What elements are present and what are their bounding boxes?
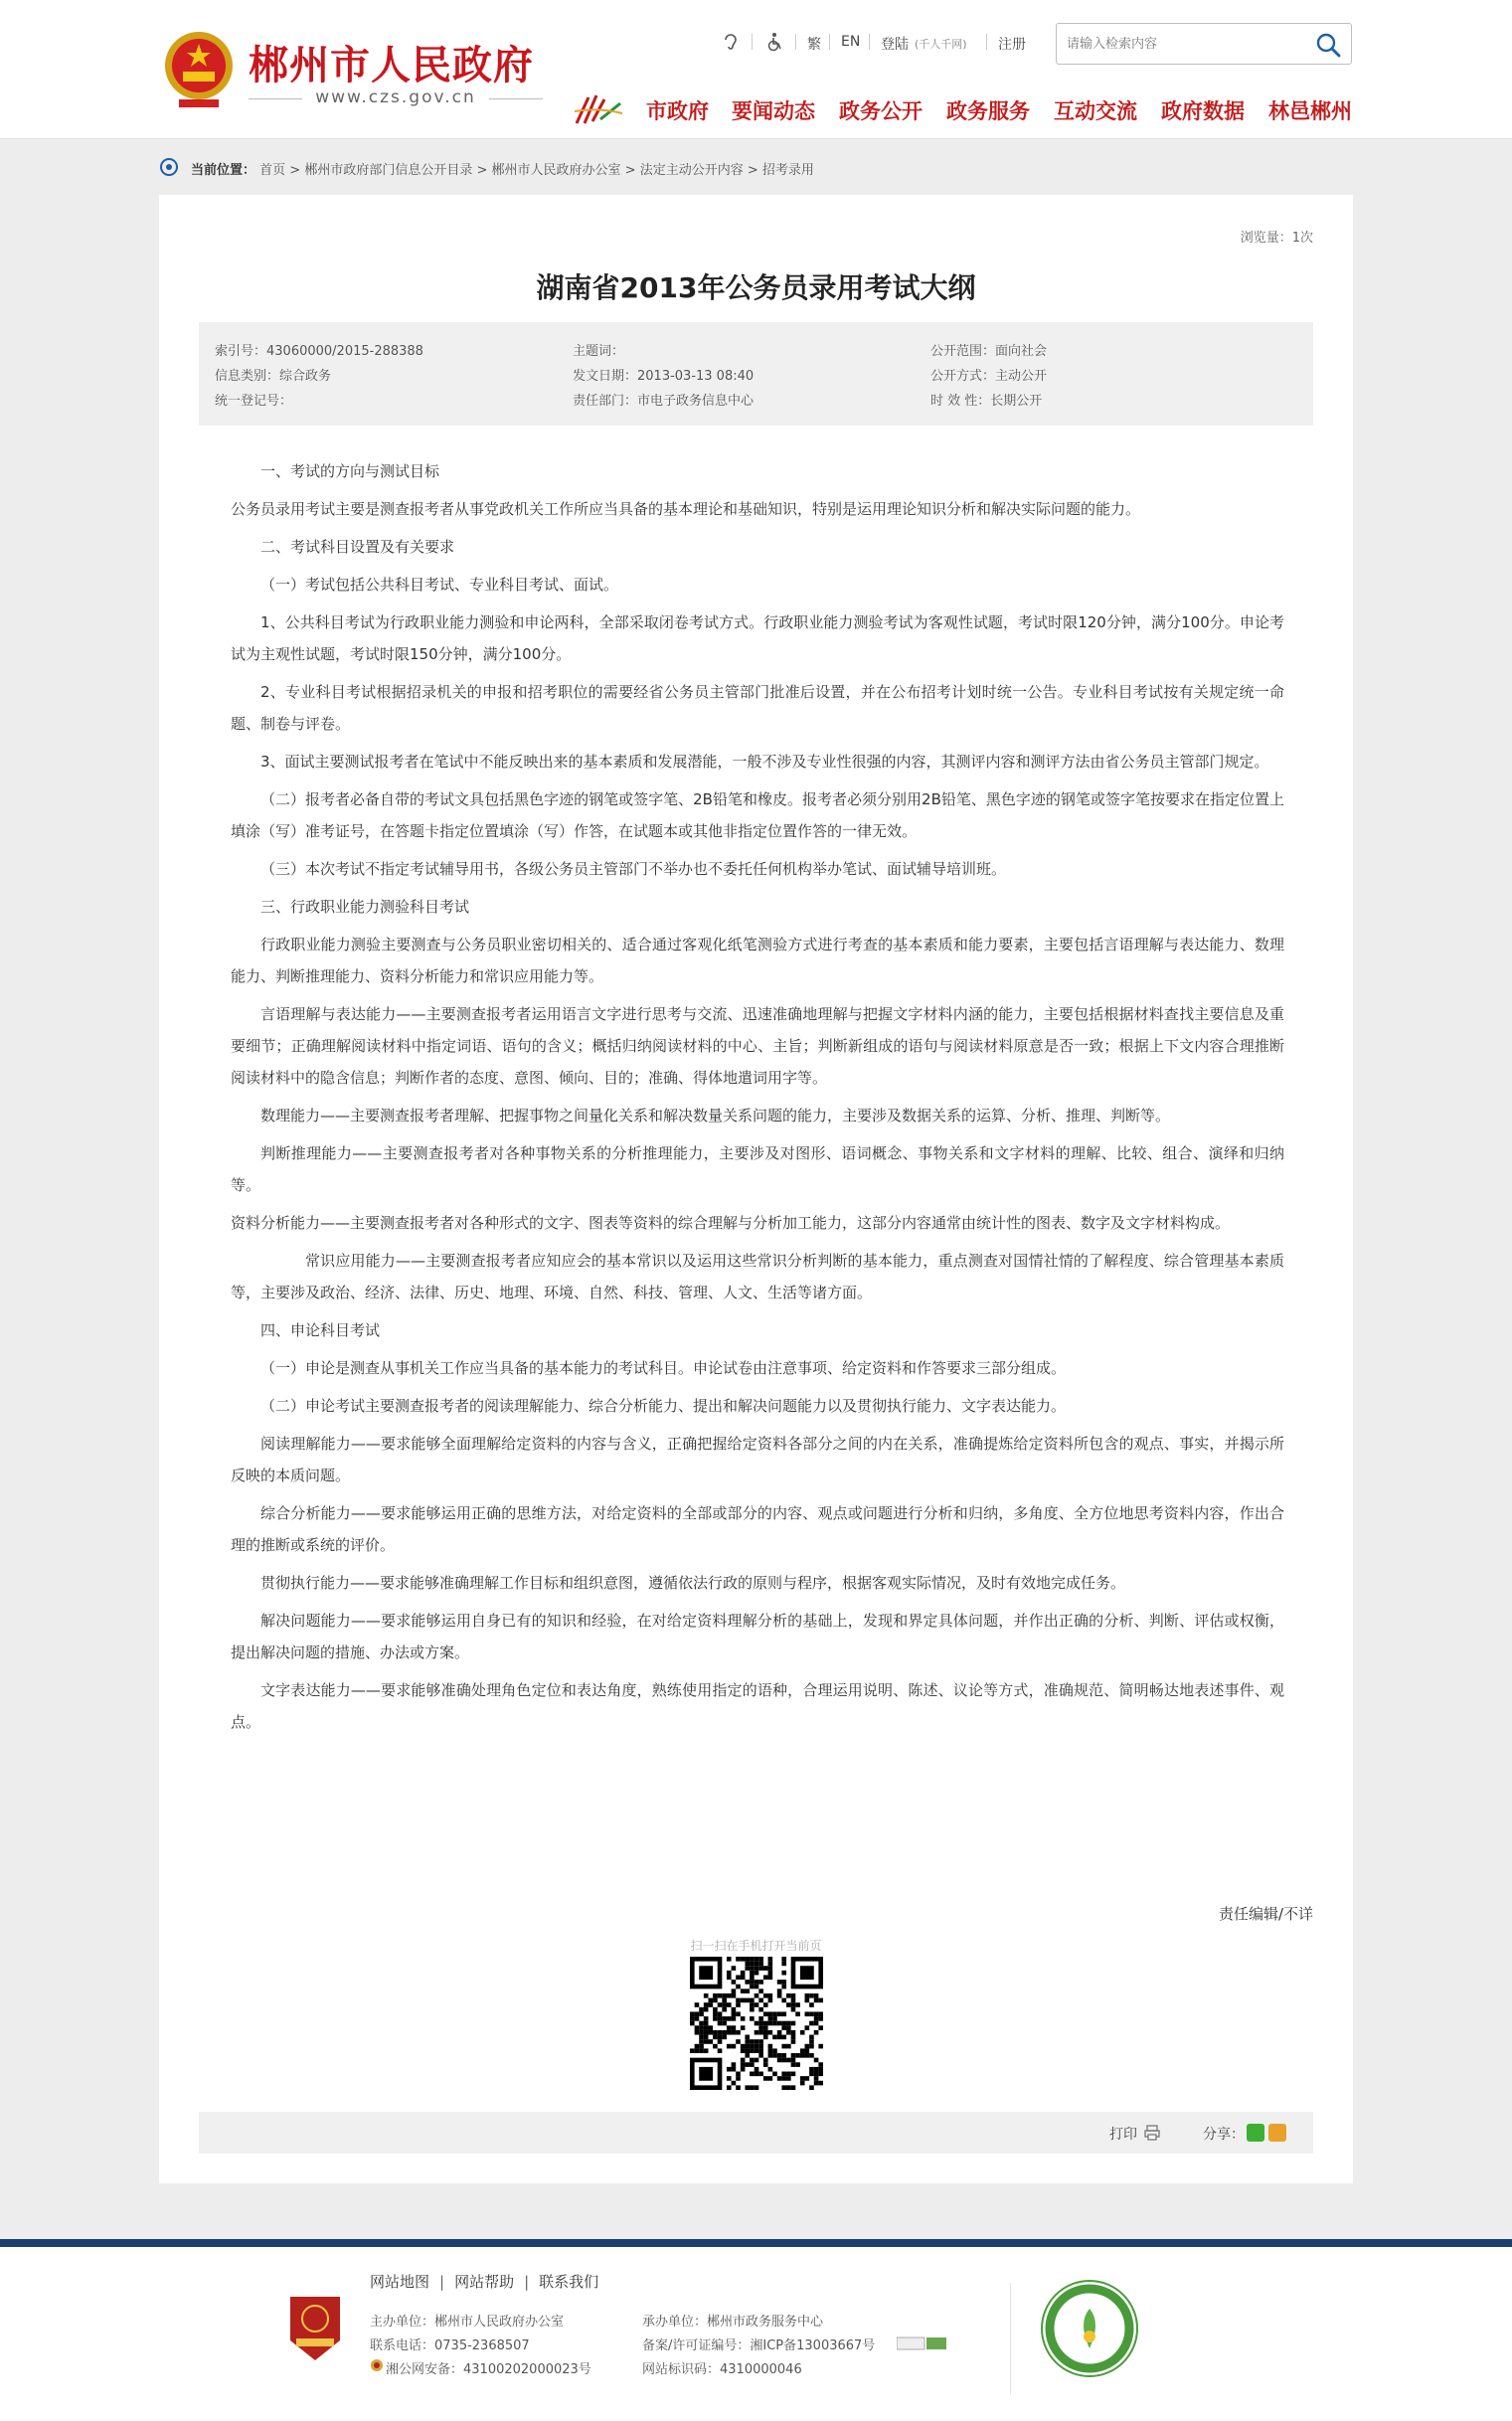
traditional-chinese-link[interactable]: 繁 [807, 37, 821, 53]
english-link[interactable]: EN [841, 34, 861, 50]
national-emblem-icon [161, 26, 237, 111]
share-label: 分享： [1203, 2127, 1245, 2143]
nav-interaction[interactable]: 互动交流 [1054, 99, 1137, 123]
article-paragraph: （二）报考者必备自带的考试文具包括黑色字迹的钢笔或签字笔、2B铅笔和橡皮。报考者必须分别用2B铅笔、黑色字迹的钢笔或签字笔按要求在指定位置上填涂（写）准考证号，在答题卡指定位置填涂（写）作答，在试题本或其他非指定位置作答的一律无效。 [231, 790, 1284, 840]
nav-gov-services[interactable]: 政务服务 [946, 99, 1030, 123]
footer-contact-link[interactable]: 联系我们 [539, 2273, 599, 2291]
breadcrumb-recruitment[interactable]: 招考录用 [761, 163, 814, 178]
article-toolbar [199, 2112, 1313, 2154]
cnzz-badge-icon[interactable] [897, 2336, 946, 2350]
footer-links: 网站地图 | 网站帮助 | 联系我们 [370, 2273, 599, 2291]
search-icon[interactable] [1315, 32, 1341, 58]
police-emblem-icon [370, 2358, 384, 2372]
article-meta-table [199, 322, 1313, 426]
print-button[interactable]: 打印 [1109, 2127, 1137, 2143]
meta-date: 发文日期：2013-03-13 08:40 [573, 369, 755, 384]
article-body [231, 455, 1284, 1744]
footer-bar [0, 2239, 1512, 2247]
site-url: www.czs.gov.cn [249, 87, 543, 107]
nav-linyi-chenzhou[interactable]: 林邑郴州 [1268, 99, 1352, 123]
footer-host: 主办单位：郴州市人民政府办公室 [370, 2315, 565, 2330]
printer-icon[interactable] [1143, 2124, 1161, 2142]
article-paragraph: 1、公共科目考试为行政职业能力测验和申论两科，全部采取闭卷考试方式。行政职业能力测验考试为客观性试题，考试时限120分钟，满分100分。申论考试为主观性试题，考试时限150分钟，满分100分。 [231, 613, 1284, 663]
article-paragraph: 一、考试的方向与测试目标 [260, 462, 440, 480]
article-paragraph: 言语理解与表达能力——主要测查报考者运用语言文字进行思考与交流、迅速准确地理解与把握文字材料内涵的能力，主要包括根据材料查找主要信息及重要细节；正确理解阅读材料中指定词语、语句的含义；概括归纳阅读材料的中心、主旨；判断新组成的语句与阅读材料原意是否一致；根据上下文内容合理推断阅读材料中的隐含信息；判断作者的态度、意图、倾向、目的；准确、得体地遣词用字等。 [231, 1005, 1284, 1087]
article-paragraph: （二）申论考试主要测查报考者的阅读理解能力、综合分析能力、提出和解决问题能力以及贯彻执行能力、文字表达能力。 [260, 1397, 1067, 1415]
meta-scope: 公开范围：面向社会 [930, 344, 1048, 359]
article-paragraph: 二、考试科目设置及有关要求 [260, 538, 455, 556]
article-panel [159, 195, 1353, 2183]
article-paragraph: 判断推理能力——主要测查报考者对各种事物关系的分析推理能力，主要涉及对图形、语词概念、事物关系和文字材料的理解、比较、组合、演绎和归纳等。 [231, 1144, 1284, 1194]
site-title[interactable]: 郴州市人民政府 [249, 42, 534, 88]
article-paragraph: 3、面试主要测试报考者在笔试中不能反映出来的基本素质和发展潜能，一般不涉及专业性很强的内容，其测评内容和测评方法由省公务员主管部门规定。 [260, 753, 1269, 771]
article-paragraph: 资料分析能力——主要测查报考者对各种形式的文字、图表等资料的综合理解与分析加工能力，这部分内容通常由统计性的图表、数字及文字材料构成。 [231, 1214, 1231, 1232]
breadcrumb-label: 当前位置： [191, 163, 256, 178]
article-paragraph: 公务员录用考试主要是测查报考者从事党政机关工作所应当具备的基本理论和基础知识，特别是运用理论知识分析和解决实际问题的能力。 [231, 500, 1141, 518]
nav-gov-data[interactable]: 政府数据 [1161, 99, 1245, 123]
breadcrumb-home[interactable]: 首页 [259, 163, 286, 178]
login-link[interactable]: 登陆 [881, 37, 909, 53]
article-paragraph: （一）申论是测查从事机关工作应当具备的基本能力的考试科目。申论试卷由注意事项、给定资料和作答要求三部分组成。 [260, 1359, 1067, 1377]
site-footer [0, 2247, 1512, 2421]
meta-index-no: 索引号：43060000/2015-288388 [215, 344, 423, 359]
breadcrumb-statutory[interactable]: 法定主动公开内容 [639, 163, 744, 178]
hearing-icon[interactable] [722, 32, 740, 52]
article-title: 湖南省2013年公务员录用考试大纲 [536, 271, 976, 304]
search-input[interactable] [1067, 33, 1305, 55]
footer-divider [1010, 2283, 1011, 2394]
article-paragraph: 贯彻执行能力——要求能够准确理解工作目标和组织意图，遵循依法行政的原则与程序，根据客观实际情况，及时有效地完成任务。 [260, 1574, 1126, 1592]
article-paragraph: 文字表达能力——要求能够准确处理角色定位和表达角度，熟练使用指定的语种，合理运用说明、陈述、议论等方式，准确规范、简明畅达地表述事件、观点。 [231, 1681, 1284, 1731]
footer-phone: 联系电话：0735-2368507 [370, 2338, 530, 2353]
article-paragraph: 三、行政职业能力测验科目考试 [260, 898, 470, 916]
article-paragraph: （三）本次考试不指定考试辅导用书，各级公务员主管部门不举办也不委托任何机构举办笔试、面试辅导培训班。 [260, 860, 1007, 878]
qr-code-icon [690, 1957, 823, 2090]
article-paragraph: 常识应用能力——主要测查报考者应知应会的基本常识以及运用这些常识分析判断的基本能力，重点测查对国情社情的了解程度、综合管理基本素质等，主要涉及政治、经济、法律、历史、地理、环境、自然、科技、管理、人文、生活等诸方面。 [231, 1252, 1284, 1301]
footer-sitemap-link[interactable]: 网站地图 [370, 2273, 430, 2291]
location-pin-icon [159, 157, 179, 179]
wheelchair-icon[interactable] [765, 32, 783, 52]
article-paragraph: （一）考试包括公共科目考试、专业科目考试、面试。 [260, 576, 619, 594]
meta-category: 信息类别：综合政务 [215, 369, 332, 384]
nav-news[interactable]: 要闻动态 [732, 99, 815, 123]
weibo-share-icon[interactable] [1268, 2124, 1286, 2142]
meta-unified-no: 统一登记号： [215, 394, 293, 409]
register-link[interactable]: 注册 [998, 37, 1026, 53]
footer-site-code: 网站标识码：4310000046 [642, 2362, 802, 2377]
article-paragraph: 阅读理解能力——要求能够全面理解给定资料的内容与含义，正确把握给定资料各部分之间的内在关系，准确提炼给定资料所包含的观点、事实，并揭示所反映的本质问题。 [231, 1435, 1284, 1484]
search-box [1056, 23, 1352, 65]
breadcrumb-office[interactable]: 郴州市人民政府办公室 [491, 163, 621, 178]
nav-gov-affairs-open[interactable]: 政务公开 [839, 99, 923, 123]
footer-help-link[interactable]: 网站帮助 [454, 2273, 515, 2291]
article-paragraph: 2、专业科目考试根据招录机关的申报和招考职位的需要经省公务员主管部门批准后设置，并在公布招考计划时统一公告。专业科目考试按有关规定统一命题、制卷与评卷。 [231, 683, 1284, 733]
login-note: (千人千网) [915, 38, 967, 51]
article-paragraph: 四、申论科目考试 [260, 1321, 381, 1339]
footer-organizer: 承办单位：郴州市政务服务中心 [642, 2315, 824, 2330]
article-paragraph: 行政职业能力测验主要测查与公务员职业密切相关的、适合通过客观化纸笔测验方式进行考查的基本素质和能力要素，主要包括言语理解与表达能力、数理能力、判断推理能力、资料分析能力和常识应用能力等。 [231, 936, 1284, 985]
meta-subject: 主题词： [573, 344, 625, 359]
article-paragraph: 数理能力——主要测查报考者理解、把握事物之间量化关系和解决数量关系问题的能力，主要涉及数据关系的运算、分析、推理、判断等。 [260, 1107, 1171, 1124]
footer-icp[interactable]: 备案/许可证编号：湘ICP备13003667号 [642, 2338, 876, 2353]
footer-police-record[interactable]: 湘公网安备：43100202000023号 [386, 2362, 591, 2377]
article-paragraph: 综合分析能力——要求能够运用正确的思维方法，对给定资料的全部或部分的内容、观点或问题进行分析和归纳，多角度、全方位地思考资料内容，作出合理的推断或系统的评价。 [231, 1504, 1284, 1554]
party-government-badge-icon[interactable] [286, 2291, 344, 2364]
linyi-logo-icon [571, 89, 626, 129]
nav-city-government[interactable]: 市政府 [646, 99, 709, 123]
civilization-city-seal-icon[interactable] [1040, 2279, 1139, 2378]
meta-dept: 责任部门：市电子政务信息中心 [573, 394, 755, 409]
site-header [0, 0, 1512, 139]
wechat-share-icon[interactable] [1247, 2124, 1264, 2142]
breadcrumb-directory[interactable]: 郴州市政府部门信息公开目录 [304, 163, 473, 178]
meta-validity: 时 效 性：长期公开 [930, 394, 1043, 409]
qr-caption: 扫一扫在手机打开当前页 [690, 1939, 822, 1953]
view-count: 浏览量：1次 [1240, 231, 1313, 246]
meta-mode: 公开方式：主动公开 [930, 369, 1048, 384]
article-paragraph: 解决问题能力——要求能够运用自身已有的知识和经验，在对给定资料理解分析的基础上，发现和界定具体问题，并作出正确的分析、判断、评估或权衡，提出解决问题的措施、办法或方案。 [231, 1612, 1284, 1661]
responsible-editor: 责任编辑/不详 [1218, 1905, 1313, 1923]
